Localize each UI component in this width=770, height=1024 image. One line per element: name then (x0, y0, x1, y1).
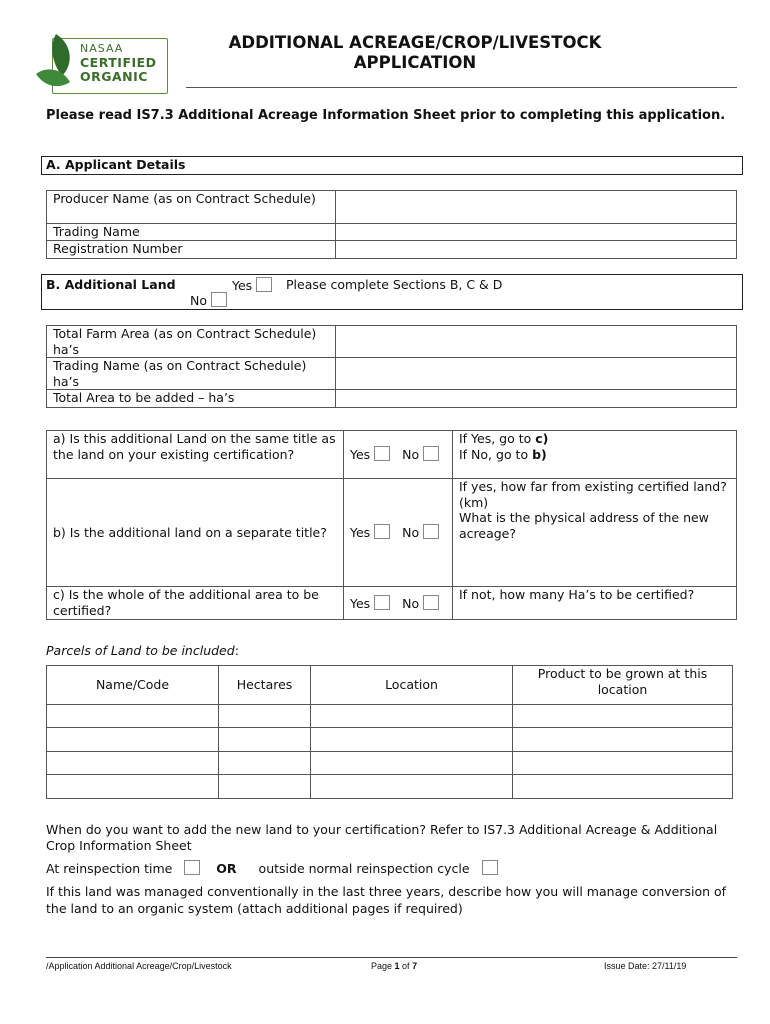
additional-land-no: No (190, 292, 227, 308)
outside-cycle-checkbox[interactable] (482, 860, 498, 875)
additional-land-no-checkbox[interactable] (211, 292, 227, 307)
table-row (47, 728, 733, 752)
land-area-table (46, 325, 737, 408)
section-b-instruction: Please complete Sections B, C & D (286, 277, 503, 292)
additional-land-yes-checkbox[interactable] (256, 277, 272, 292)
question-c-no-checkbox[interactable] (423, 595, 439, 610)
page-title: ADDITIONAL ACREAGE/CROP/LIVESTOCK APPLICATION (228, 33, 602, 72)
footer-doc-name: /Application Additional Acreage/Crop/Livestock (46, 961, 232, 971)
table-row: Producer Name (as on Contract Schedule) (47, 191, 737, 224)
footer-issue-date: Issue Date: 27/11/19 (604, 961, 687, 971)
total-farm-area-field[interactable] (336, 326, 737, 358)
question-b-no-checkbox[interactable] (423, 524, 439, 539)
question-a-no-checkbox[interactable] (423, 446, 439, 461)
separate-title-details-field[interactable]: If yes, how far from existing certified land? (km) What is the physical address of the new acreage? (453, 479, 737, 587)
timing-question: When do you want to add the new land to your certification? Refer to IS7.3 Additional Acreage & Additional Crop Information Sheet (46, 822, 718, 853)
table-row: Registration Number (47, 241, 737, 259)
logo-text-organic: ORGANIC (80, 69, 148, 84)
additional-land-yes: Yes (232, 277, 272, 293)
title-divider (186, 87, 737, 88)
table-row: b) Is the additional land on a separate title? Yes No If yes, how far from existing certified land? (km) What is the physical address of the new acreage? (47, 479, 737, 587)
table-row: Trading Name (as on Contract Schedule) ha’s (47, 358, 737, 390)
hectares-to-certify-field[interactable]: If not, how many Ha’s to be certified? (453, 587, 737, 620)
footer-page-number: Page 1 of 7 (371, 961, 418, 971)
section-b-title: B. Additional Land (46, 277, 176, 292)
table-row (47, 752, 733, 775)
table-row: Name/Code Hectares Location Product to be grown at this location (47, 666, 733, 705)
logo-text-nasaa: NASAA (80, 42, 124, 55)
producer-name-field[interactable] (336, 191, 737, 224)
registration-number-field[interactable] (336, 241, 737, 259)
table-row (47, 775, 733, 799)
question-b-yes-checkbox[interactable] (374, 524, 390, 539)
logo-text-certified: CERTIFIED (80, 55, 157, 70)
table-row (47, 705, 733, 728)
leaf-logo-icon (34, 30, 84, 94)
table-row: Total Farm Area (as on Contract Schedule) ha’s (47, 326, 737, 358)
table-row: c) Is the whole of the additional area to be certified? Yes No If not, how many Ha’s to be certified? (47, 587, 737, 620)
timing-options: At reinspection time OR outside normal reinspection cycle (46, 860, 498, 876)
trading-name-field[interactable] (336, 224, 737, 241)
question-a-yes-checkbox[interactable] (374, 446, 390, 461)
applicant-details-table (46, 190, 737, 259)
parcels-label: Parcels of Land to be included: (46, 643, 239, 658)
section-a-heading: A. Applicant Details (41, 156, 743, 175)
question-c-yes-checkbox[interactable] (374, 595, 390, 610)
intro-instruction: Please read IS7.3 Additional Acreage Information Sheet prior to completing this application. (46, 108, 726, 123)
parcels-table (46, 665, 733, 799)
conversion-instruction: If this land was managed conventionally in the last three years, describe how you will manage conversion of the land to an organic system (attach additional pages if required) (46, 884, 727, 916)
table-row: Trading Name (47, 224, 737, 241)
land-questions-table (46, 430, 737, 620)
table-row: Total Area to be added – ha’s (47, 390, 737, 408)
total-area-added-field[interactable] (336, 390, 737, 408)
footer-divider (46, 957, 737, 958)
table-row: a) Is this additional Land on the same title as the land on your existing certification? Yes No If Yes, go to c) If No, go to b) (47, 431, 737, 479)
reinspection-time-checkbox[interactable] (184, 860, 200, 875)
trading-name-ha-field[interactable] (336, 358, 737, 390)
